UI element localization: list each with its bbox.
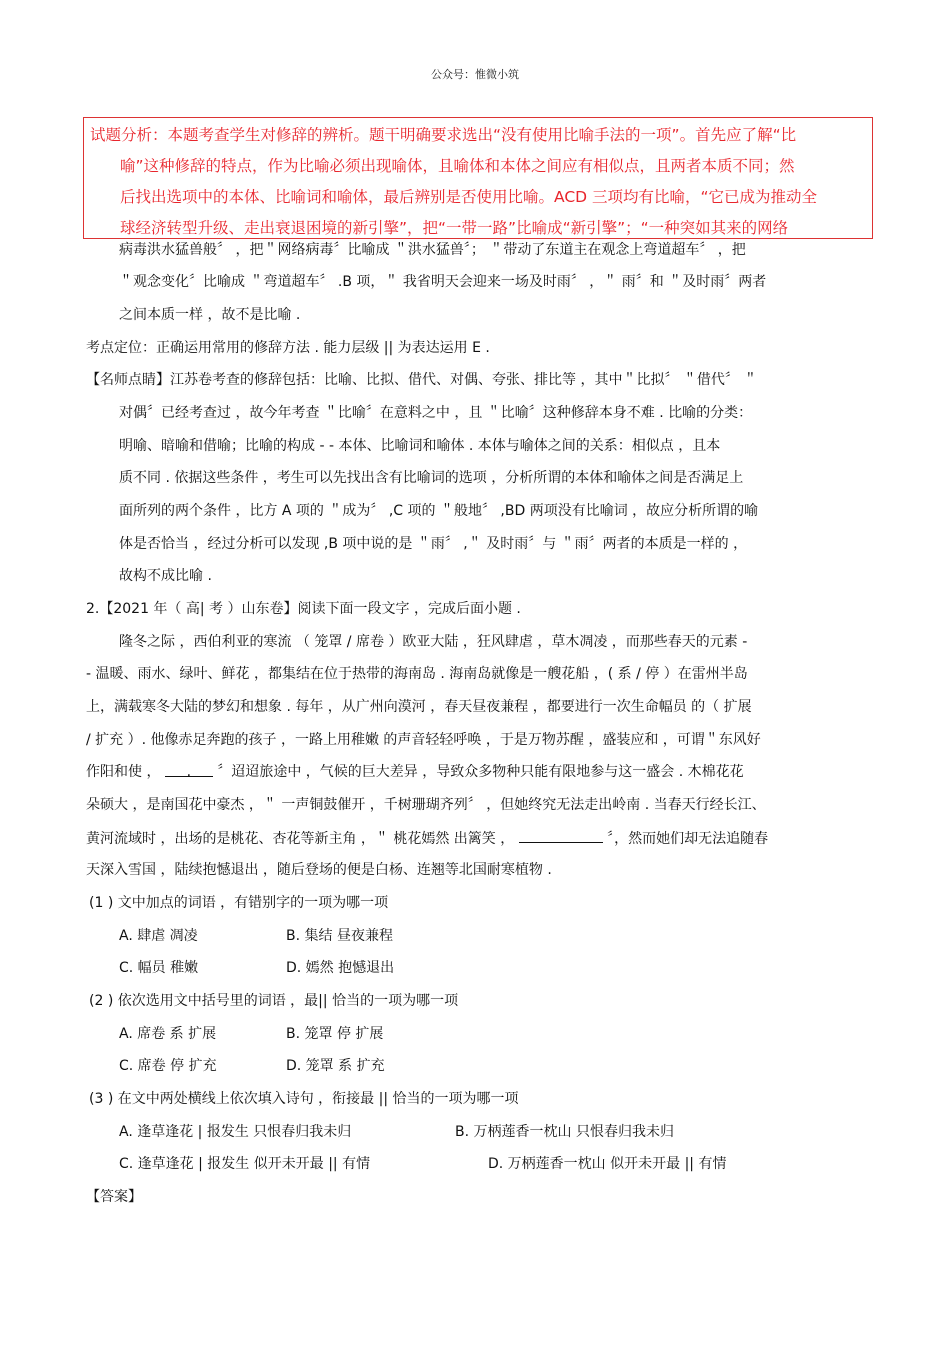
analysis-line: 试题分析：本题考查学生对修辞的辨析。题干明确要求选出“没有使用比喻手法的一项”。首先应了解“比	[90, 126, 797, 144]
q3-option-c: C. 逢草逢花 | 报发生 似开未开最 || 有情	[119, 1156, 371, 1172]
answer-label: 【答案】	[86, 1189, 142, 1205]
continuation-line: 病毒洪水猛兽般〞 ，把＂网络病毒〞比喻成 ＂洪水猛兽〞； ＂带动了东道主在观念上弯道超车〞 ，把	[119, 242, 746, 258]
q3-option-b: B. 万柄莲香一枕山 只恨春归我未归	[455, 1124, 674, 1140]
q2-option-d: D. 笼罩 系 扩充	[286, 1058, 385, 1074]
q1-stem: (1 ) 文中加点的词语 ，有错别字的一项为哪一项	[89, 895, 389, 911]
q1-option-c: C. 幅员 稚嫩	[119, 960, 199, 976]
analysis-line: 后找出选项中的本体、比喻词和喻体，最后辨别是否使用比喻。ACD 三项均有比喻，“它已成为推动全	[120, 188, 818, 206]
passage-line: 隆冬之际 ，西伯利亚的寒流 （ 笼罩 / 席卷 ）欧亚大陆 ，狂风肆虐 ，草木凋凌 ，而那些春天的元素 -	[119, 634, 748, 650]
analysis-line: 喻”这种修辞的特点，作为比喻必须出现喻体，且喻体和本体之间应有相似点，且两者本质不同；然	[120, 157, 795, 175]
teacher-note-line: 【名师点睛】江苏卷考查的修辞包括：比喻、比拟、借代、对偶、夸张、排比等 ，其中＂比拟〞 ＂借代〞 ＂	[86, 372, 758, 388]
passage-line: - 温暖、雨水、绿叶、鲜花 ，都集结在位于热带的海南岛 . 海南岛就像是一艘花船 ，( 系 / 停 ）在雷州半岛	[86, 666, 748, 682]
continuation-line: ＂观念变化〞比喻成 ＂弯道超车〞 .B 项，＂ 我省明天会迎来一场及时雨〞 ，＂ 雨〞和 ＂及时雨〞两者	[119, 274, 767, 290]
passage-line	[86, 762, 744, 782]
passage-text: 〞，然而她们却无法追随春	[607, 831, 769, 847]
blank-dot: .	[186, 764, 192, 780]
q1-option-b: B. 集结 昼夜兼程	[286, 928, 393, 944]
q1-option-a: A. 肆虐 凋凌	[119, 928, 198, 944]
teacher-note-line: 明喻、暗喻和借喻；比喻的构成 - - 本体、比喻词和喻体 . 本体与喻体之间的关系：相似点 ，且本	[119, 438, 721, 454]
passage-line	[86, 828, 768, 849]
blank-2	[519, 828, 603, 843]
teacher-note-line: 体是否恰当 ，经过分析可以发现 ,B 项中说的是 ＂雨〞 ,＂ 及时雨〞与 ＂雨〞两者的本质是一样的 ，	[119, 536, 748, 552]
continuation-line: 之间本质一样 ，故不是比喻 .	[119, 307, 301, 323]
q2-stem: (2 ) 依次选用文中括号里的词语 ，最|| 恰当的一项为哪一项	[89, 993, 459, 1009]
q1-option-d: D. 嫣然 抱憾退出	[286, 960, 395, 976]
blank-1	[165, 762, 213, 780]
passage-text: 〞迢迢旅途中 ，气候的巨大差异 ，导致众多物种只能有限地参与这一盛会 . 木棉花花	[217, 764, 744, 780]
analysis-box	[83, 117, 873, 239]
q3-stem: (3 ) 在文中两处横线上依次填入诗句 ，衔接最 || 恰当的一项为哪一项	[89, 1091, 519, 1107]
passage-line: 上，满载寒冬大陆的梦幻和想象 . 每年 ，从广州向漠河 ，春天昼夜兼程 ，都要进行一次生命幅员 的（ 扩展	[86, 699, 752, 715]
question-2-title: 2.【2021 年（ 高| 考 ）山东卷】阅读下面一段文字 ，完成后面小题 .	[86, 601, 521, 617]
page-header: 公众号：惟微小筑	[431, 68, 519, 81]
q3-option-d: D. 万柄莲香一枕山 似开未开最 || 有情	[488, 1156, 727, 1172]
passage-line: / 扩充 ）. 他像赤足奔跑的孩子 ，一路上用稚嫩 的声音轻轻呼唤 ，于是万物苏醒 ，盛装应和 ，可谓＂东风好	[86, 732, 761, 748]
q2-option-a: A. 席卷 系 扩展	[119, 1026, 217, 1042]
q3-option-a: A. 逢草逢花 | 报发生 只恨春归我未归	[119, 1124, 352, 1140]
teacher-note-line: 对偶〞已经考查过 ，故今年考查 ＂比喻〞在意料之中 ，且 ＂比喻〞这种修辞本身不难 . 比喻的分类：	[119, 405, 753, 421]
exam-point: 考点定位：正确运用常用的修辞方法 . 能力层级 || 为表达运用 E .	[86, 340, 490, 356]
analysis-line: 球经济转型升级、走出衰退困境的新引擎”，把“一带一路”比喻成“新引擎”；“一种突如其来的网络	[120, 219, 789, 237]
teacher-note-line: 质不同 . 依据这些条件 ，考生可以先找出含有比喻词的选项 ，分析所谓的本体和喻体之间是否满足上	[119, 470, 744, 486]
passage-line: 天深入雪国 ，陆续抱憾退出 ，随后登场的便是白杨、连翘等北国耐寒植物 .	[86, 862, 552, 878]
teacher-note-line: 故构不成比喻 .	[119, 568, 212, 584]
passage-text: 作阳和使 ，	[86, 764, 161, 780]
teacher-note-line: 面所列的两个条件 ，比方 A 项的 ＂成为〞 ,C 项的 ＂般地〞 ,BD 两项没有比喻词 ，故应分析所谓的喻	[119, 503, 759, 519]
passage-line: 朵硕大 ，是南国花中豪杰 ，＂ 一声铜鼓催开 ，千树珊瑚齐列〞 ，但她终究无法走出岭南 . 当春天行经长江、	[86, 797, 766, 813]
passage-text: 黄河流域时 ，出场的是桃花、杏花等新主角 ，＂ 桃花嫣然 出篱笑 ，	[86, 831, 515, 847]
q2-option-c: C. 席卷 停 扩充	[119, 1058, 217, 1074]
q2-option-b: B. 笼罩 停 扩展	[286, 1026, 384, 1042]
